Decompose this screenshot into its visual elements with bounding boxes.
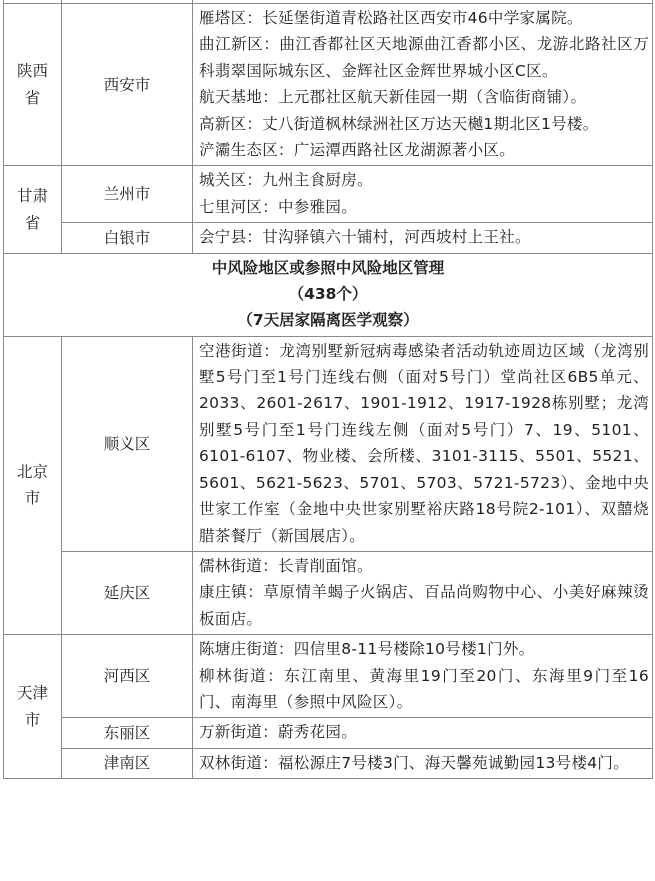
city-cell: 顺义区	[62, 336, 193, 551]
table-row	[4, 4, 653, 166]
province-cell	[4, 166, 62, 253]
table-row	[4, 748, 653, 778]
province-name: 天津市	[16, 684, 48, 729]
area-entry: 陈塘庄街道：四信里8-11号楼除10号楼1门外。	[199, 640, 535, 659]
area-entry: 空港街道：龙湾别墅新冠病毒感染者活动轨迹周边区域（龙湾别墅5号门至1号门连线右侧（面对5号门）堂尚社区6B5单元、2033、2601-2617、1901-1912、1917-1928栋别墅；龙湾别墅5号门至1号门连线左侧（面对5号门）7、19、5101、6101-6107、物业楼、会所楼、3101-3115、5501、5521、5601、5621-5623、5701、5703、5721-5723）、金地中央世家工作室（金地中央世家别墅裕庆路18号院2-101）、双囍烧腊茶餐厅（新国展店）。	[199, 341, 649, 545]
city-cell: 白银市	[62, 223, 193, 253]
detail-cell	[193, 4, 653, 166]
detail-cell	[193, 551, 653, 634]
table-row	[4, 551, 653, 634]
table-row	[4, 336, 653, 551]
area-entry: 浐灞生态区：广运潭西路社区龙湖源著小区。	[199, 141, 516, 160]
city-cell: 延庆区	[62, 551, 193, 634]
province-cell	[4, 4, 62, 166]
detail-cell	[193, 635, 653, 718]
detail-cell	[193, 718, 653, 748]
section-note: （7天居家隔离医学观察）	[237, 310, 419, 329]
area-entry: 雁塔区：长延堡街道青松路社区西安市46中学家属院。	[199, 9, 583, 27]
province-cell	[4, 635, 62, 779]
area-entry: 曲江新区：曲江香都社区天地源曲江香都小区、龙游北路社区万科翡翠国际城东区、金辉社区金辉世界城小区C区。	[199, 35, 649, 80]
section-header-row	[4, 253, 653, 336]
table-row	[4, 223, 653, 253]
city-cell: 西安市	[62, 4, 193, 166]
detail-cell	[193, 166, 653, 223]
section-count: （438个）	[288, 284, 368, 303]
city-cell: 兰州市	[62, 166, 193, 223]
area-entry: 城关区：九州主食厨房。	[199, 171, 373, 190]
area-entry: 高新区：丈八街道枫林绿洲社区万达天樾1期北区1号楼。	[199, 114, 599, 133]
area-entry: 七里河区：中参雅园。	[199, 197, 358, 216]
area-entry: 双林街道：福松源庄7号楼3门、海天馨苑诚勤园13号楼4门。	[199, 753, 630, 772]
city-cell: 东丽区	[62, 718, 193, 748]
section-title: 中风险地区或参照中风险地区管理	[211, 258, 445, 277]
detail-cell	[193, 223, 653, 253]
area-entry: 航天基地：上元郡社区航天新佳园一期（含临街商铺）。	[199, 88, 587, 107]
table-row	[4, 718, 653, 748]
section-header	[4, 253, 653, 336]
area-entry: 万新街道：蔚秀花园。	[199, 723, 358, 742]
province-name: 北京市	[16, 462, 48, 508]
detail-cell	[193, 336, 653, 551]
table-row	[4, 635, 653, 718]
area-entry: 会宁县：甘沟驿镇六十铺村，河西坡村上王社。	[199, 228, 531, 247]
area-entry: 儒林街道：长青削面馆。	[199, 556, 373, 575]
province-name: 陕西省	[16, 62, 48, 107]
area-entry: 康庄镇：草原情羊蝎子火锅店、百品尚购物中心、小美好麻辣烫板面店。	[199, 583, 649, 628]
city-cell: 河西区	[62, 635, 193, 718]
area-entry: 柳林街道：东江南里、黄海里19门至20门、东海里9门至16门、南海里（参照中风险区）。	[199, 666, 649, 711]
detail-cell	[193, 748, 653, 778]
risk-area-table	[3, 0, 653, 779]
province-cell	[4, 336, 62, 634]
city-cell: 津南区	[62, 748, 193, 778]
table-row	[4, 166, 653, 223]
province-name: 甘肃省	[16, 187, 48, 232]
